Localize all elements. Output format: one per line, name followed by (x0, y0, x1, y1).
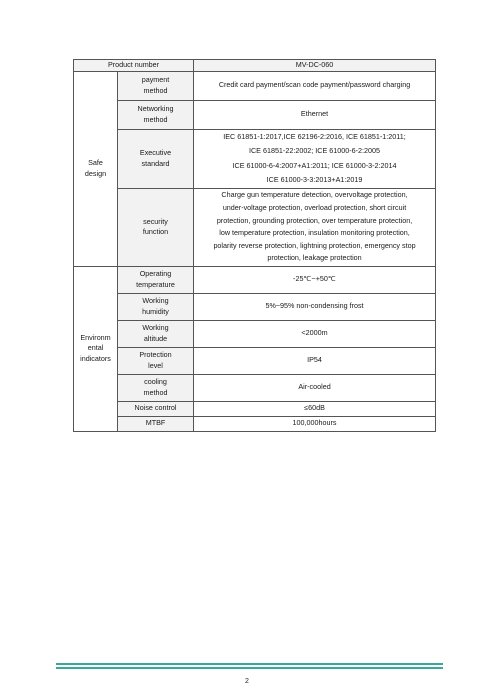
protection-label (118, 347, 194, 374)
security-row (74, 188, 436, 266)
cell-text-line: under-voltage protection, overload protection, short circuit (222, 202, 407, 212)
cell-text-line: Operating (139, 269, 172, 278)
cell-text-line: indicators (80, 353, 111, 363)
protection-value (194, 347, 436, 374)
networking-row (74, 100, 436, 129)
cell-text-line: IEC 61851-1:2017,ICE 62196-2:2016, ICE 61851-1:2011; (223, 132, 406, 141)
cell-text-line: polarity reverse protection, lightning protection, emergency stop (213, 240, 416, 250)
cell-text-line: method (143, 114, 168, 124)
cell-text-line: protection, leakage protection (267, 253, 362, 263)
payment-value (194, 71, 436, 100)
executive-row (74, 129, 436, 188)
cell-text-line: security (143, 216, 168, 226)
humidity-label (118, 293, 194, 320)
cell-text-line: ICE 61000-3-3:2013+A1:2019 (266, 174, 363, 184)
altitude-row (74, 320, 436, 347)
networking-value (194, 100, 436, 129)
payment-label (118, 71, 194, 100)
cell-text-line: standard (141, 158, 170, 168)
cell-text-line: method (143, 85, 168, 95)
cell-text-line: Protection (139, 350, 172, 359)
cell-text-line: function (142, 227, 169, 237)
altitude-value (194, 320, 436, 347)
cell-text-line: Charge gun temperature detection, overvoltage protection, (221, 190, 408, 200)
temperature-value (194, 266, 436, 293)
cell-text-line: method (143, 387, 168, 397)
cell-text-line: protection, grounding protection, over temperature protection, (216, 215, 413, 225)
cell-text-line: IP54 (307, 355, 322, 365)
cell-text-line: payment (141, 75, 170, 84)
cell-text-line: Environm (80, 332, 111, 342)
environmental-category (74, 266, 118, 431)
security-value (194, 188, 436, 266)
cell-text-line: temperature (136, 279, 175, 289)
cell-text-line: altitude (143, 333, 168, 343)
cooling-value (194, 374, 436, 401)
footer-rule-top (56, 663, 443, 665)
safe-design-category (74, 71, 118, 266)
cell-text-line: Executive (139, 148, 172, 157)
cooling-label (118, 374, 194, 401)
cell-text-line: <2000m (301, 328, 328, 338)
mtbf-row (74, 416, 436, 431)
cell-text-line: Working (142, 323, 169, 332)
noise-row (74, 401, 436, 416)
header-value: MV-DC-060 (194, 60, 436, 72)
cell-text-line: ICE 61000-6-4:2007+A1:2011; ICE 61000-3-2:2014 (232, 160, 397, 170)
payment-row (74, 71, 436, 100)
page-number: 2 (245, 678, 249, 685)
cell-text-line: Ethernet (300, 109, 329, 119)
protection-row (74, 347, 436, 374)
cell-text-line: Noise control (134, 403, 177, 413)
cell-text-line: ≤60dB (304, 403, 325, 413)
footer-rule-bottom (56, 667, 443, 669)
cell-text-line: cooling (144, 377, 167, 386)
cell-text-line: 5%~95% non-condensing frost (265, 301, 364, 311)
cell-text-line: Networking (137, 104, 174, 113)
noise-value (194, 401, 436, 416)
header-label: Product number (74, 60, 194, 72)
cell-text-line: ental (87, 343, 104, 353)
cell-text-line: Working (142, 296, 169, 305)
cell-text-line: 100,000hours (292, 418, 337, 428)
header-row (74, 60, 436, 72)
temperature-row (74, 266, 436, 293)
cell-text-line: MTBF (145, 418, 166, 428)
cell-text-line: level (148, 360, 163, 370)
spec-table (73, 59, 436, 432)
humidity-value (194, 293, 436, 320)
cell-text-line: ICE 61851-22:2002; ICE 61000-6-2:2005 (248, 146, 381, 156)
cell-text-line: low temperature protection, insulation monitoring protection, (219, 228, 410, 238)
executive-label (118, 129, 194, 188)
cell-text-line: -25℃~+50℃ (293, 274, 336, 284)
humidity-row (74, 293, 436, 320)
mtbf-value (194, 416, 436, 431)
networking-label (118, 100, 194, 129)
executive-value (194, 129, 436, 188)
cell-text-line: Safe (88, 158, 103, 167)
mtbf-label (118, 416, 194, 431)
cooling-row (74, 374, 436, 401)
noise-label (118, 401, 194, 416)
altitude-label (118, 320, 194, 347)
cell-text-line: Credit card payment/scan code payment/password charging (218, 80, 411, 90)
security-label (118, 188, 194, 266)
temperature-label (118, 266, 194, 293)
cell-text-line: design (84, 168, 107, 178)
cell-text-line: humidity (142, 306, 169, 316)
cell-text-line: Air-cooled (298, 382, 331, 392)
